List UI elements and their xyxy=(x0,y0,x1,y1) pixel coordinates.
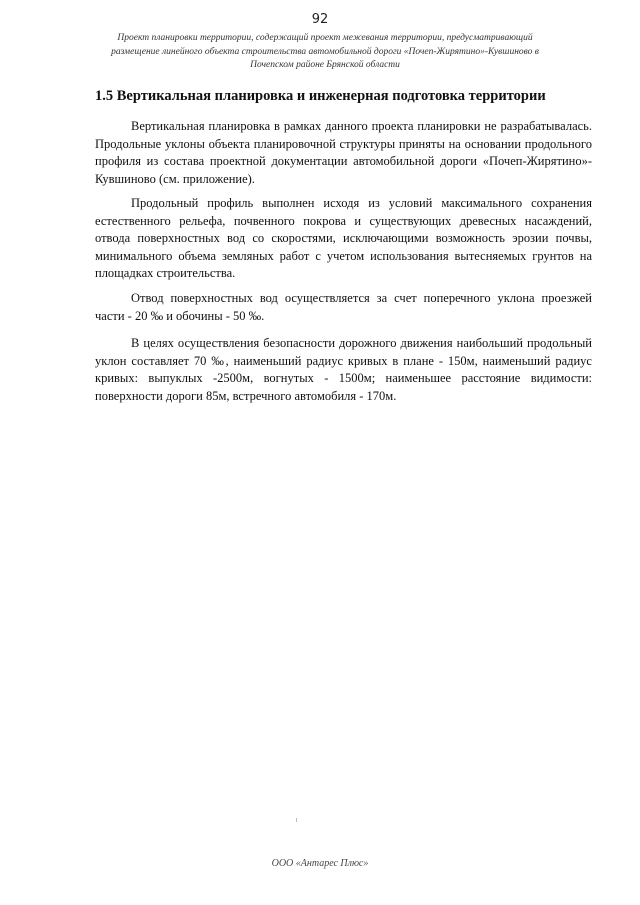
header-line: Почепском районе Брянской области xyxy=(250,60,400,70)
paragraph: Вертикальная планировка в рамках данного проекта планировки не разрабатывалась. Продольные уклоны объекта планировочной структуры приняты на основании продольного профиля из состава проектной документации автомобильной дороги «Почеп-Жирятино»-Кувшиново (см. приложение). xyxy=(95,119,592,186)
paragraph: В целях осуществления безопасности дорожного движения наибольший продольный уклон составляет 70 ‰, наименьший радиус кривых в плане - 150м, наименьший радиус кривых: выпуклых -2500м, вогнутых - 1500м; наименьшее расстояние видимости: поверхности дороги 85м, встречного автомобиля - 170м. xyxy=(95,336,592,403)
paragraph: Продольный профиль выполнен исходя из условий максимального сохранения естественного рельефа, почвенного покрова и существующих древесных насаждений, отвода поверхностных вод со скоростями, исключающими возможность эрозии почвы, минимального объема земляных работ с учетом использования вытесняемых грунтов на площадках строительства. xyxy=(95,196,592,280)
document-header xyxy=(80,32,570,73)
page-footer: ООО «Антарес Плюс» xyxy=(271,858,369,869)
scan-mark xyxy=(296,818,297,822)
header-line: Проект планировки территории, содержащий проект межевания территории, предусматривающий xyxy=(117,33,533,43)
paragraph: Отвод поверхностных вод осуществляется за счет поперечного уклона проезжей части - 20 ‰ и обочины - 50 ‰. xyxy=(95,291,592,323)
section-heading: 1.5 Вертикальная планировка и инженерная подготовка территории xyxy=(95,88,546,104)
page-number: 92 xyxy=(311,12,329,27)
header-line: размещение линейного объекта строительства автомобильной дороги «Почеп-Жирятино»-Кувшиново в xyxy=(111,46,539,57)
